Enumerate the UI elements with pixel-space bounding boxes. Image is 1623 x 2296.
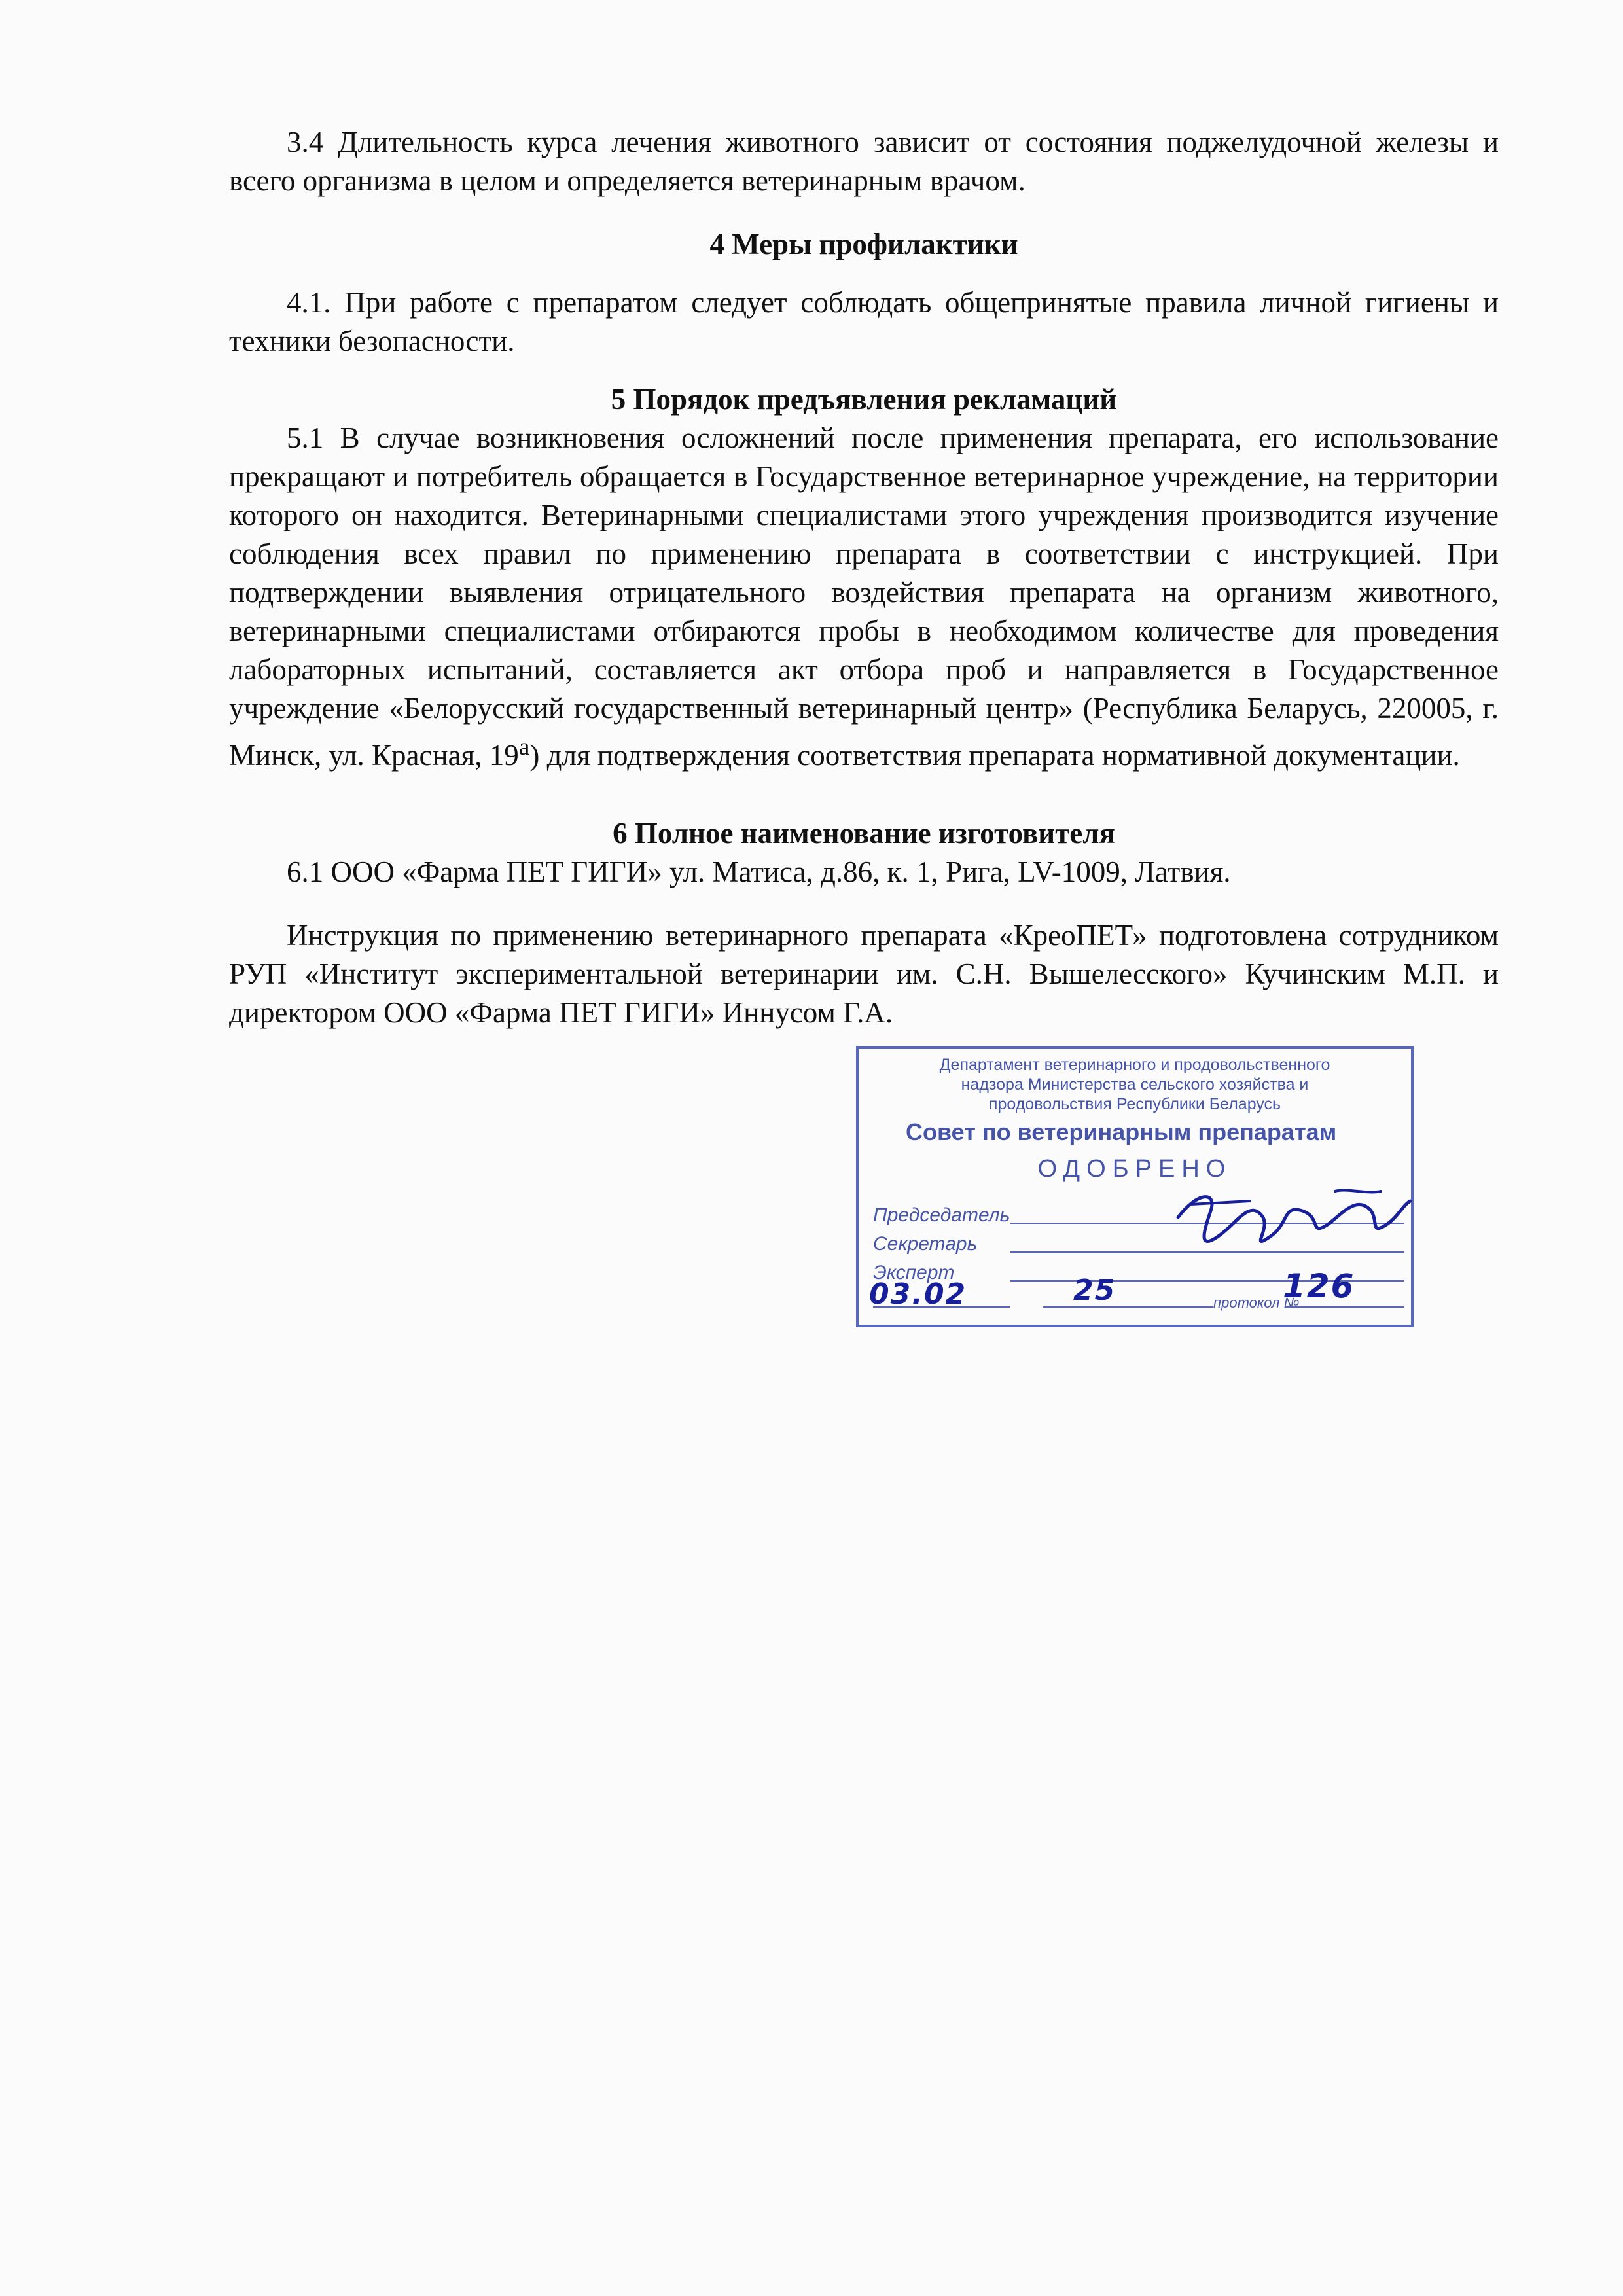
section-5-heading: 5 Порядок предъявления рекламаций	[611, 383, 1117, 416]
chair-signature	[1171, 1178, 1414, 1263]
stamp-secretary-label: Секретарь	[873, 1233, 978, 1255]
paragraph-4-1: 4.1. При работе с препаратом следует соблюдать общепринятые правила личной гигиены и техники безопасности.	[229, 286, 1499, 357]
stamp-department-line-3: продовольствия Республики Беларусь	[988, 1095, 1281, 1113]
paragraph-5-1-main: 5.1 В случае возникновения осложнений после применения препарата, его использование прекращают и потребитель обращается в Государственное ветеринарное учреждение, на территории которого он находится. Ветеринарными специалистами этого учреждения производится изучение соблюдения всех правил по применению препарата в соответствии с инструкцией. При подтверждении выявления отрицательного воздействия препарата на организм животного, ветеринарными специалистами отбираются пробы в необходимом количестве для проведения лабораторных испытаний, составляется акт отбора проб и направляется в Государственное учреждение «Белорусский государственный ветеринарный центр» (Республика Беларусь, 220005, г. Минск, ул. Красная, 19	[229, 422, 1499, 772]
section-4-heading: 4 Меры профилактики	[709, 228, 1018, 260]
paragraph-6-1: 6.1 ООО «Фарма ПЕТ ГИГИ» ул. Матиса, д.86, к. 1, Рига, LV-1009, Латвия.	[287, 855, 1231, 888]
section-6-heading: 6 Полное наименование изготовителя	[613, 817, 1115, 850]
stamp-expert-label: Эксперт	[873, 1262, 955, 1283]
stamp-council-name: Совет по ветеринарным препаратам	[906, 1119, 1337, 1145]
paragraph-3-4: 3.4 Длительность курса лечения животного зависит от состояния поджелудочной железы и всего организма в целом и определяется ветеринарным врачом.	[229, 126, 1499, 197]
handwritten-date: 03.02	[869, 1278, 967, 1311]
preparers-paragraph: Инструкция по применению ветеринарного препарата «КреоПЕТ» подготовлена сотрудником РУП «Институт экспериментальной ветеринарии им. С.Н. Вышелесского» Кучинским М.П. и директором ООО «Фарма ПЕТ ГИГИ» Иннусом Г.А.	[229, 919, 1499, 1029]
paragraph-5-1-tail: ) для подтверждения соответствия препарата нормативной документации.	[529, 739, 1460, 772]
document-body	[229, 123, 1499, 1032]
stamp-department-line-2: надзора Министерства сельского хозяйства и	[961, 1075, 1309, 1094]
stamp-department-line-1: Департамент ветеринарного и продовольственного	[939, 1056, 1330, 1074]
stamp-chair-label: Председатель	[873, 1204, 1010, 1226]
handwritten-year-note: 25	[1073, 1274, 1116, 1307]
stamp-approved-label: ОДОБРЕНО	[1037, 1155, 1232, 1183]
handwritten-protocol-number: 126	[1283, 1267, 1355, 1305]
paragraph-5-1	[229, 419, 1499, 775]
address-superscript: а	[518, 734, 530, 761]
stamp-protocol-label: протокол №	[1213, 1295, 1300, 1311]
